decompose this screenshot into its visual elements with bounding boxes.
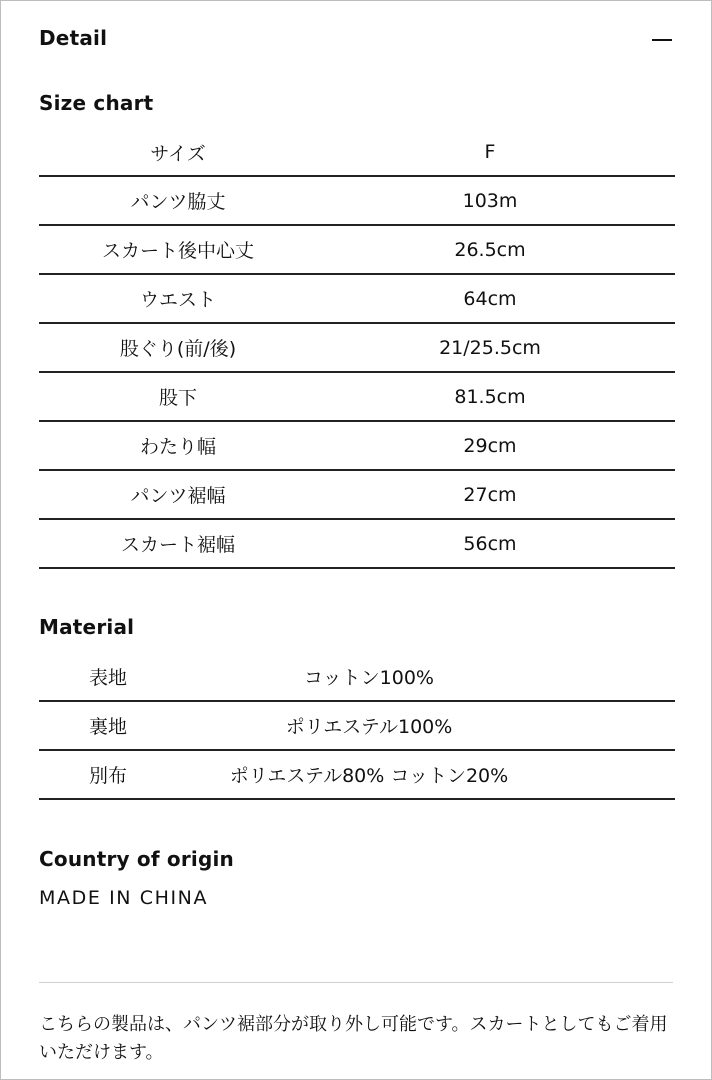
product-note: こちらの製品は、パンツ裾部分が取り外し可能です。スカートとしてもご着用いただけます。 bbox=[39, 1014, 668, 1063]
material-row-value: ポリエステル80% コットン20% bbox=[229, 765, 509, 787]
material-row-label: 裏地 bbox=[89, 716, 128, 738]
size-row-label: パンツ脇丈 bbox=[130, 191, 226, 213]
table-row bbox=[39, 275, 675, 324]
size-row-value: 56cm bbox=[463, 532, 517, 555]
size-row-value: 29cm bbox=[463, 434, 517, 457]
size-header-label: サイズ bbox=[150, 142, 206, 165]
divider bbox=[39, 982, 673, 983]
table-row bbox=[39, 702, 675, 751]
size-chart-table bbox=[39, 129, 675, 569]
table-row bbox=[39, 226, 675, 275]
material-row-label: 表地 bbox=[89, 667, 128, 689]
size-row-label: スカート裾幅 bbox=[120, 534, 235, 556]
origin-value: MADE IN CHINA bbox=[39, 887, 209, 909]
size-row-label: スカート後中心丈 bbox=[101, 240, 254, 262]
table-row bbox=[39, 471, 675, 520]
size-row-label: わたり幅 bbox=[139, 436, 216, 458]
material-row-value: コットン100% bbox=[304, 667, 434, 689]
material-title: Material bbox=[39, 615, 135, 639]
size-row-value: 103m bbox=[462, 189, 518, 212]
size-row-label: 股下 bbox=[158, 387, 197, 409]
size-row-value: 21/25.5cm bbox=[439, 336, 541, 359]
detail-title: Detail bbox=[39, 26, 108, 50]
minus-icon[interactable] bbox=[651, 27, 673, 49]
size-chart-title: Size chart bbox=[39, 91, 154, 115]
size-row-label: 股ぐり(前/後) bbox=[119, 338, 237, 360]
table-row bbox=[39, 422, 675, 471]
size-header-value: F bbox=[484, 141, 496, 163]
material-table bbox=[39, 653, 675, 800]
size-row-value: 64cm bbox=[463, 287, 517, 310]
table-row bbox=[39, 177, 675, 226]
origin-title: Country of origin bbox=[39, 847, 234, 871]
detail-header[interactable] bbox=[39, 23, 673, 53]
table-row bbox=[39, 751, 675, 800]
size-chart-header-row bbox=[39, 129, 675, 177]
table-row bbox=[39, 324, 675, 373]
table-row bbox=[39, 373, 675, 422]
material-row-value: ポリエステル100% bbox=[285, 716, 453, 738]
size-row-value: 26.5cm bbox=[454, 238, 526, 261]
table-row bbox=[39, 520, 675, 569]
size-row-label: パンツ裾幅 bbox=[130, 485, 226, 507]
size-row-value: 81.5cm bbox=[454, 385, 526, 408]
size-row-value: 27cm bbox=[463, 483, 517, 506]
table-row bbox=[39, 653, 675, 702]
material-row-label: 別布 bbox=[89, 765, 128, 787]
size-row-label: ウエスト bbox=[139, 289, 216, 311]
